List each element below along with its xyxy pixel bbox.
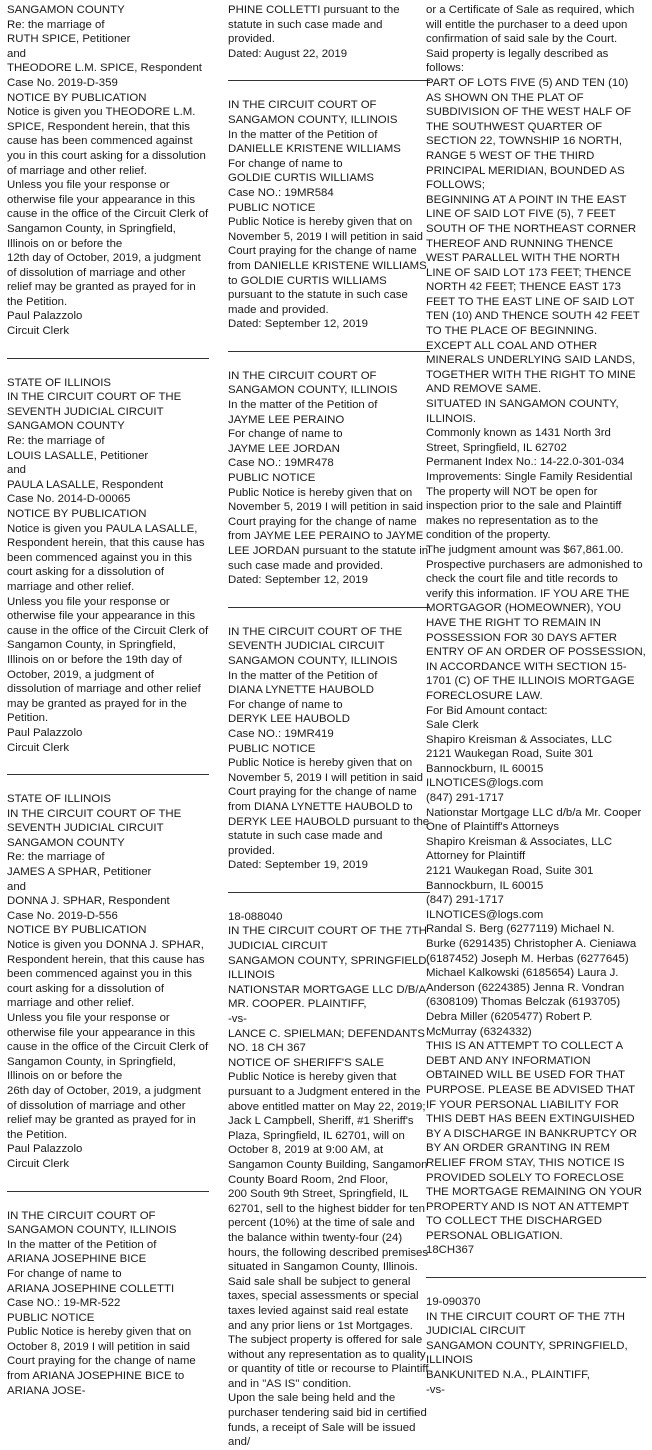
notice-bice-continued	[228, 3, 430, 61]
notice-spice-dissolution	[7, 3, 209, 339]
notice-sphar-dissolution	[7, 792, 209, 1171]
notice-divider	[228, 607, 430, 608]
notice-bice-name-change	[7, 1209, 209, 1399]
notice-williams-name-change	[228, 98, 430, 332]
column-1	[7, 3, 209, 1397]
notice-text: PHINE COLLETTI pursuant to the statute in such case made and provided. Dated: August 22, 2019	[228, 4, 400, 60]
notice-divider	[228, 80, 430, 81]
notice-divider	[426, 1277, 646, 1278]
notice-text: 18-088040 IN THE CIRCUIT COURT OF THE 7TH JUDICIAL CIRCUIT SANGAMON COUNTY, SPRINGFIELD, ILLINOIS NATIONSTAR MORTGAGE LLC D/B/A MR. COOPER. PLAINTIFF, -vs- LANCE C. SPIELMAN; DEFENDANTS NO. 18 CH 367 NOTICE OF SHERIFF'S SALE Public Notice is hereby given that pursuant to a Judgment entered in the above entitled matter on May 22, 2019; Jack L Campbell, Sheriff, #1 Sheriff's Plaza, Springfield, IL 62701, will on October 8, 2019 at 9:00 AM, at Sangamon County Building, Sangamon County Board Room, 2nd Floor, 200 South 9th Street, Springfield, IL 62701, sell to the highest bidder for ten percent (10%) at the time of sale and the balance within twenty-four (24) hours, the following described premises situated in Sangamon County, Illinois. Said sale shall be subject to general taxes, special assessments or special taxes levied against said real estate and any prior liens or 1st Mortgages. The subject property is offered for sale without any representation as to quality or quantity of title or recourse to Plaintiff and in "AS IS" condition. Upon the sale being held and the purchaser tendering said bid in certified funds, a receipt of Sale will be issued and/	[228, 910, 430, 1449]
notice-text: IN THE CIRCUIT COURT OF THE SEVENTH JUDICIAL CIRCUIT SANGAMON COUNTY, ILLINOIS In the matter of the Petition of DIANA LYNETTE HAUBOLD For change of name to DERYK LEE HAUBOLD Case NO.: 19MR419 PUBLIC NOTICE Public Notice is hereby given that on November 5, 2019 I will petition in said Court praying for the change of name from DIANA LYNETTE HAUBOLD to DERYK LEE HAUBOLD pursuant to the statute in such case made and provided. Dated: September 19, 2019	[228, 625, 430, 872]
notice-text: SANGAMON COUNTY Re: the marriage of RUTH SPICE, Petitioner and THEODORE L.M. SPICE, Respondent Case No. 2019-D-359 NOTICE BY PUBLICATION Notice is given you THEODORE L.M. SPICE, Respondent herein, that this cause has been commenced against you in this court asking for a dissolution of marriage and other relief. Unless you file your response or otherwise file your appearance in this cause in the office of the Circuit Clerk of Sangamon County, in Springfield, Illinois on or before the 12th day of October, 2019, a judgment of dissolution of marriage and other relief may be granted as prayed for in the Petition. Paul Palazzolo Circuit Clerk	[7, 4, 209, 338]
notice-sheriff-sale-spielman	[228, 910, 430, 1450]
notice-lasalle-dissolution	[7, 376, 209, 755]
column-2	[228, 3, 430, 1449]
notice-bankunited-foreclosure	[426, 1295, 646, 1397]
notice-text: 19-090370 IN THE CIRCUIT COURT OF THE 7TH JUDICIAL CIRCUIT SANGAMON COUNTY, SPRINGFIELD, ILLINOIS BANKUNITED N.A., PLAINTIFF, -vs-	[426, 1296, 628, 1396]
notice-divider	[228, 351, 430, 352]
notice-sheriff-sale-continued	[426, 3, 646, 1258]
notice-text: IN THE CIRCUIT COURT OF SANGAMON COUNTY, ILLINOIS In the matter of the Petition of DANIELLE KRISTENE WILLIAMS For change of name to GOLDIE CURTIS WILLIAMS Case NO.: 19MR584 PUBLIC NOTICE Public Notice is hereby given that on November 5, 2019 I will petition in said Court praying for the change of name from DANIELLE KRISTENE WILLIAMS to GOLDIE CURTIS WILLIAMS pursuant to the statute in such case made and provided. Dated: September 12, 2019	[228, 99, 427, 331]
notice-text: IN THE CIRCUIT COURT OF SANGAMON COUNTY, ILLINOIS In the matter of the Petition of ARIANA JOSEPHINE BICE For change of name to ARIANA JOSEPHINE COLLETTI Case NO.: 19-MR-522 PUBLIC NOTICE Public Notice is hereby given that on October 8, 2019 I will petition in said Court praying for the change of name from ARIANA JOSEPHINE BICE to ARIANA JOSE-	[7, 1209, 196, 1397]
notice-divider	[228, 892, 430, 893]
notice-text: STATE OF ILLINOIS IN THE CIRCUIT COURT OF THE SEVENTH JUDICIAL CIRCUIT SANGAMON COUNTY Re: the marriage of JAMES A SPHAR, Petitioner and DONNA J. SPHAR, Respondent Case No. 2019-D-556 NOTICE BY PUBLICATION Notice is given you DONNA J. SPHAR, Respondent herein, that this cause has been commenced against you in this court asking for a dissolution of marriage and other relief. Unless you file your response or otherwise file your appearance in this cause in the office of the Circuit Clerk of Sangamon County, in Springfield, Illinois on or before the 26th day of October, 2019, a judgment of dissolution of marriage and other relief may be granted as prayed for in the Petition. Paul Palazzolo Circuit Clerk	[7, 793, 209, 1170]
notice-divider	[7, 774, 209, 775]
notice-haubold-name-change	[228, 625, 430, 873]
notice-text: STATE OF ILLINOIS IN THE CIRCUIT COURT OF THE SEVENTH JUDICIAL CIRCUIT SANGAMON COUNTY Re: the marriage of LOUIS LASALLE, Petitioner and PAULA LASALLE, Respondent Case No. 2014-D-00065 NOTICE BY PUBLICATION Notice is given you PAULA LASALLE, Respondent herein, that this cause has been commenced against you in this court asking for a dissolution of marriage and other relief. Unless you file your response or otherwise file your appearance in this cause in the office of the Circuit Clerk of Sangamon County, in Springfield, Illinois on or before the 19th day of October, 2019, a judgment of dissolution of marriage and other relief may be granted as prayed for in the Petition. Paul Palazzolo Circuit Clerk	[7, 376, 209, 754]
column-3	[426, 3, 646, 1396]
notice-divider	[7, 1191, 209, 1192]
notice-divider	[7, 358, 209, 359]
notice-text: IN THE CIRCUIT COURT OF SANGAMON COUNTY, ILLINOIS In the matter of the Petition of JAYME LEE PERAINO For change of name to JAYME LEE JORDAN Case NO.: 19MR478 PUBLIC NOTICE Public Notice is hereby given that on November 5, 2019 I will petition in said Court praying for the change of name from JAYME LEE PERAINO to JAYME LEE JORDAN pursuant to the statute in such case made and provided. Dated: September 12, 2019	[228, 369, 429, 587]
notice-peraino-name-change	[228, 369, 430, 588]
notice-text: or a Certificate of Sale as required, which will entitle the purchaser to a deed upon confirmation of said sale by the Court. Said property is legally described as follows: PART OF LOTS FIVE (5) AND TEN (10) AS SHOWN ON THE PLAT OF SUBDIVISION OF THE WEST HALF OF THE SOUTHWEST QUARTER OF SECTION 22, TOWNSHIP 16 NORTH, RANGE 5 WEST OF THE THIRD PRINCIPAL MERIDIAN, BOUNDED AS FOLLOWS; BEGINNING AT A POINT IN THE EAST LINE OF SAID LOT FIVE (5), 7 FEET SOUTH OF THE NORTHEAST CORNER THEREOF AND RUNNING THENCE WEST PARALLEL WITH THE NORTH LINE OF SAID LOT 173 FEET; THENCE NORTH 42 FEET; THENCE EAST 173 FEET TO THE EAST LINE OF SAID LOT TEN (10) AND THENCE SOUTH 42 FEET TO THE PLACE OF BEGINNING. EXCEPT ALL COAL AND OTHER MINERALS UNDERLYING SAID LANDS, TOGETHER WITH THE RIGHT TO MINE AND REMOVE SAME. SITUATED IN SANGAMON COUNTY, ILLINOIS. Commonly known as 1431 North 3rd Street, Springfield, IL 62702 Permanent Index No.: 14-22.0-301-034 Improvements: Single Family Residential The property will NOT be open for inspection prior to the sale and Plaintiff makes no representation as to the condition of the property. The judgment amount was $67,861.00. Prospective purchasers are admonished to check the court file and title records to verify this information. IF YOU ARE THE MORTGAGOR (HOMEOWNER), YOU HAVE THE RIGHT TO REMAIN IN POSSESSION FOR 30 DAYS AFTER ENTRY OF AN ORDER OF POSSESSION, IN ACCORDANCE WITH SECTION 15-1701 (C) OF THE ILLINOIS MORTGAGE FORECLOSURE LAW. For Bid Amount contact: Sale Clerk Shapiro Kreisman & Associates, LLC 2121 Waukegan Road, Suite 301 Bannockburn, IL 60015 ILNOTICES@logs.com (847) 291-1717 Nationstar Mortgage LLC d/b/a Mr. Cooper One of Plaintiff's Attorneys Shapiro Kreisman & Associates, LLC Attorney for Plaintiff 2121 Waukegan Road, Suite 301 Bannockburn, IL 60015 (847) 291-1717 ILNOTICES@logs.com Randal S. Berg (6277119) Michael N. Burke (6291435) Christopher A. Cieniawa (6187452) Joseph M. Herbas (6277645) Michael Kalkowski (6185654) Laura J. Anderson (6224385) Jenna R. Vondran (6308109) Thomas Belczak (6193705) Debra Miller (6205477) Robert P. McMurray (6324332) THIS IS AN ATTEMPT TO COLLECT A DEBT AND ANY INFORMATION OBTAINED WILL BE USED FOR THAT PURPOSE. PLEASE BE ADVISED THAT IF YOUR PERSONAL LIABILITY FOR THIS DEBT HAS BEEN EXTINGUISHED BY A DISCHARGE IN BANKRUPTCY OR BY AN ORDER GRANTING IN REM RELIEF FROM STAY, THIS NOTICE IS PROVIDED SOLELY TO FORECLOSE THE MORTGAGE REMAINING ON YOUR PROPERTY AND IS NOT AN ATTEMPT TO COLLECT THE DISCHARGED PERSONAL OBLIGATION. 18CH367	[426, 4, 646, 1257]
